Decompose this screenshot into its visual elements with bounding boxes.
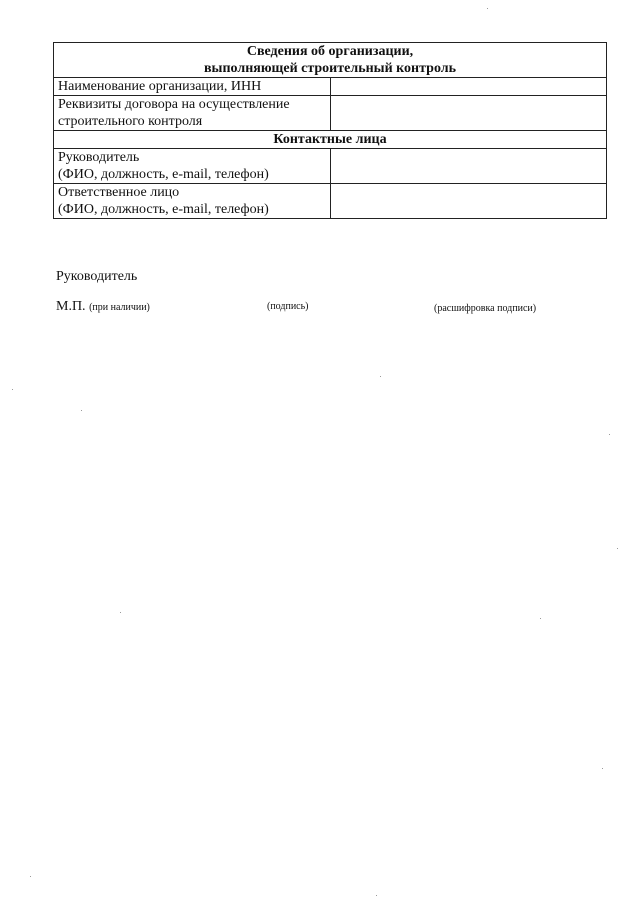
responsible-person-value-cell[interactable] [330, 184, 607, 219]
contract-details-value-cell[interactable] [330, 96, 607, 131]
responsible-person-label-line-2: (ФИО, должность, e-mail, телефон) [58, 202, 269, 217]
scan-speck [487, 8, 488, 9]
scan-speck [602, 768, 603, 769]
director-label-line-1: Руководитель [58, 150, 140, 165]
signatory-title: Руководитель [56, 269, 138, 284]
table-heading-row [54, 43, 607, 78]
scan-speck [376, 895, 377, 896]
scan-speck [12, 389, 13, 390]
contacts-heading: Контактные лица [54, 131, 607, 149]
organization-name-label-text: Наименование организации, ИНН [58, 79, 262, 94]
scan-speck [81, 410, 82, 411]
contract-details-label-line-2: строительного контроля [58, 114, 203, 129]
director-label [54, 149, 331, 184]
scan-speck [120, 612, 121, 613]
organization-heading-line-1: Сведения об организации, [246, 44, 414, 59]
scan-speck [609, 434, 610, 435]
contract-details-label [54, 96, 331, 131]
scan-speck [380, 376, 381, 377]
scan-speck [540, 618, 541, 619]
organization-name-value-cell[interactable] [330, 78, 607, 96]
table-row [54, 78, 607, 96]
director-value-cell[interactable] [330, 149, 607, 184]
responsible-person-label [54, 184, 331, 219]
seal-note: (при наличии) [89, 302, 150, 313]
organization-name-label [54, 78, 331, 96]
organization-heading-line-2: выполняющей строительный контроль [203, 61, 457, 76]
organization-heading [54, 43, 607, 78]
signature-decoding-caption: (расшифровка подписи) [434, 303, 537, 314]
responsible-person-label-line-1: Ответственное лицо [58, 185, 180, 200]
table-row [54, 149, 607, 184]
organization-info-table [53, 42, 607, 219]
seal-placeholder [56, 299, 150, 316]
signature-caption: (подпись) [267, 301, 309, 312]
signature-row [56, 299, 616, 317]
table-row [54, 184, 607, 219]
seal-label: М.П. [56, 299, 86, 314]
scan-speck [30, 876, 31, 877]
contacts-heading-row [54, 131, 607, 149]
table-row [54, 96, 607, 131]
contract-details-label-line-1: Реквизиты договора на осуществление [58, 97, 290, 112]
director-label-line-2: (ФИО, должность, e-mail, телефон) [58, 167, 269, 182]
scan-speck [617, 548, 618, 549]
